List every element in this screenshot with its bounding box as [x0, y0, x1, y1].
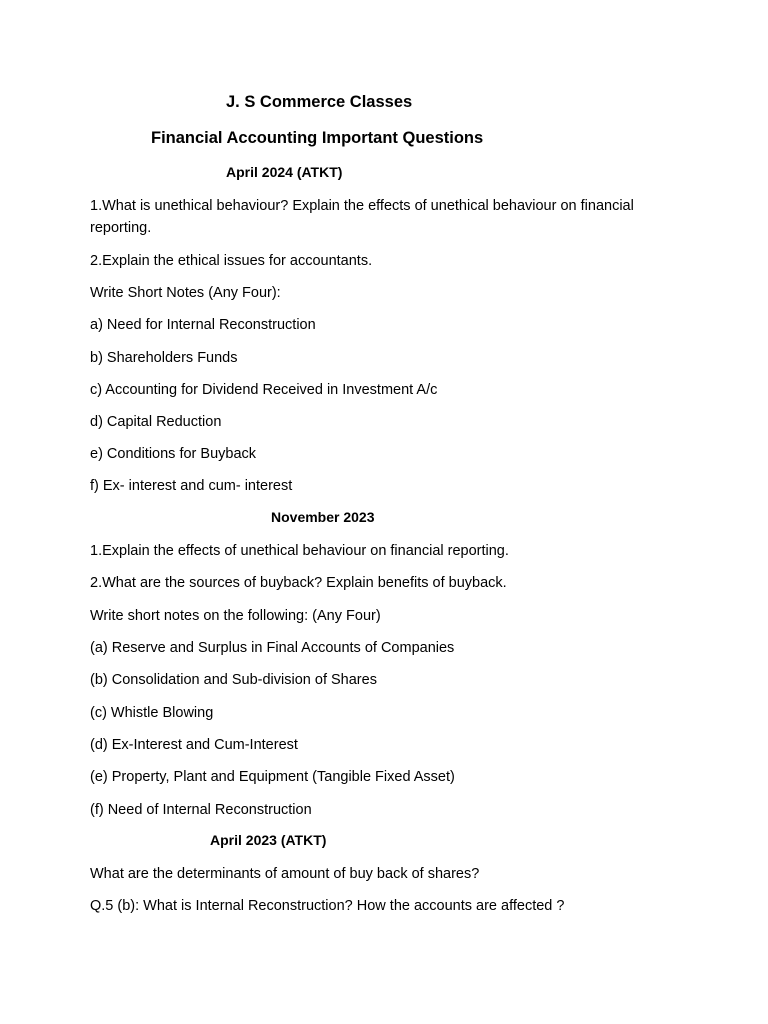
- short-note-item: e) Conditions for Buyback: [90, 446, 257, 462]
- short-note-item: (a) Reserve and Surplus in Final Accounts of Companies: [90, 640, 455, 656]
- short-note-item: c) Accounting for Dividend Received in Investment A/c: [90, 382, 438, 398]
- question-item: 1.What is unethical behaviour? Explain the effects of unethical behaviour on financial reporting.: [90, 198, 634, 236]
- section-heading-april-2023: April 2023 (ATKT): [210, 832, 327, 848]
- section-heading-november-2023: November 2023: [271, 509, 375, 525]
- question-item: What are the determinants of amount of buy back of shares?: [90, 866, 480, 882]
- question-item: 2.Explain the ethical issues for accountants.: [90, 253, 373, 269]
- short-note-item: (f) Need of Internal Reconstruction: [90, 802, 312, 818]
- question-item: 2.What are the sources of buyback? Explain benefits of buyback.: [90, 575, 507, 591]
- short-note-item: (e) Property, Plant and Equipment (Tangible Fixed Asset): [90, 769, 455, 785]
- question-item: 1.Explain the effects of unethical behaviour on financial reporting.: [90, 543, 509, 559]
- short-note-item: (b) Consolidation and Sub-division of Shares: [90, 672, 377, 688]
- short-note-item: b) Shareholders Funds: [90, 350, 238, 366]
- short-note-item: (c) Whistle Blowing: [90, 705, 214, 721]
- question-item: Q.5 (b): What is Internal Reconstruction? How the accounts are affected ?: [90, 898, 565, 914]
- short-note-item: (d) Ex-Interest and Cum-Interest: [90, 737, 298, 753]
- short-note-item: a) Need for Internal Reconstruction: [90, 317, 316, 333]
- short-note-item: f) Ex- interest and cum- interest: [90, 478, 293, 494]
- section-heading-april-2024: April 2024 (ATKT): [226, 164, 343, 180]
- short-notes-instruction: Write short notes on the following: (Any Four): [90, 608, 381, 624]
- short-note-item: d) Capital Reduction: [90, 414, 222, 430]
- institute-title: J. S Commerce Classes: [226, 93, 413, 111]
- document-title: Financial Accounting Important Questions: [151, 129, 484, 147]
- short-notes-instruction: Write Short Notes (Any Four):: [90, 285, 281, 301]
